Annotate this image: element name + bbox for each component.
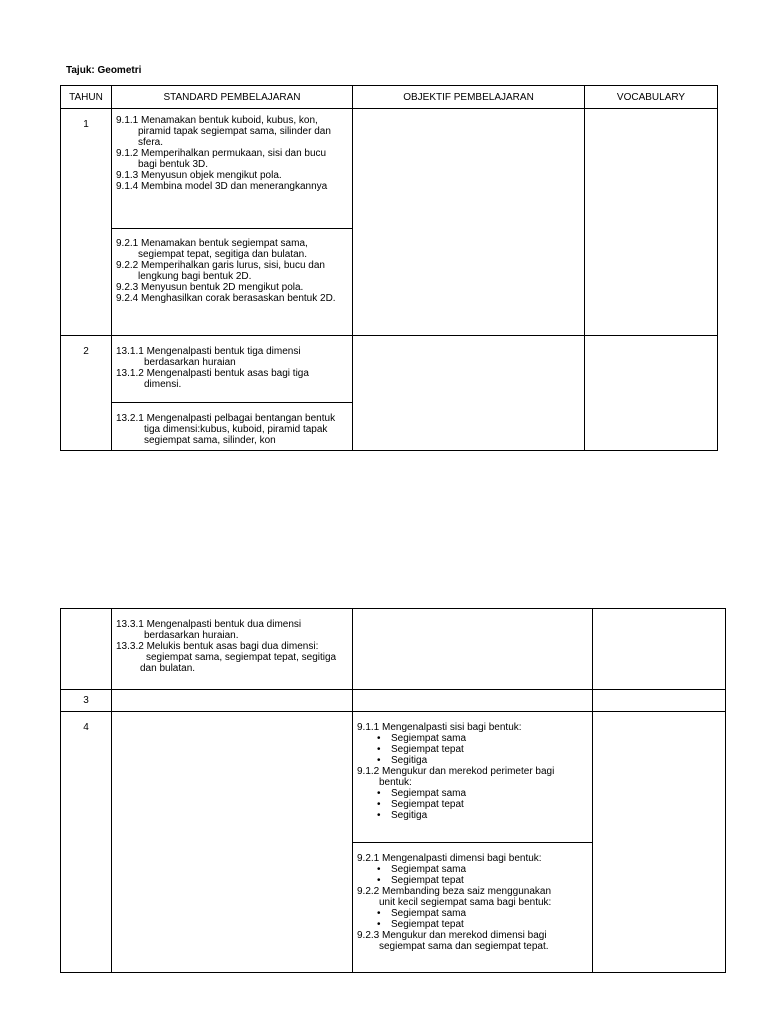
table-row — [61, 690, 726, 712]
text-line: unit kecil segiempat sama bagi bentuk: — [379, 897, 552, 908]
vocabulary-cell — [585, 109, 718, 336]
page-title: Tajuk: Geometri — [66, 65, 142, 76]
bullet-item: • Segiempat tepat — [357, 919, 588, 930]
table-row — [61, 712, 726, 843]
text-line: berdasarkan huraian. — [144, 630, 239, 641]
text-line: dimensi. — [144, 379, 182, 390]
text-line: berdasarkan huraian — [144, 357, 236, 368]
table-row — [61, 109, 718, 229]
year-cell — [61, 609, 112, 690]
year-cell — [61, 690, 112, 712]
header-row — [61, 86, 718, 109]
text-line: 9.1.2 Mengukur dan merekod perimeter bagi — [357, 766, 555, 777]
header-objective: OBJEKTIF PEMBELAJARAN — [353, 86, 585, 109]
objective-cell — [353, 843, 593, 973]
year-cell — [61, 712, 112, 973]
year-cell — [61, 109, 112, 336]
text-line: lengkung bagi bentuk 2D. — [138, 271, 252, 282]
geometry-table-1 — [60, 85, 718, 451]
year-value: 1 — [83, 119, 89, 130]
text-line: 13.2.1 Mengenalpasti pelbagai bentangan bentuk — [116, 413, 336, 424]
objective-cell — [353, 690, 593, 712]
text-line: 9.2.4 Menghasilkan corak berasaskan bentuk 2D. — [116, 293, 336, 304]
bullet-item: • Segitiga — [357, 755, 588, 766]
year-cell — [61, 336, 112, 451]
year-value: 3 — [83, 695, 89, 706]
text-line: 9.1.4 Membina model 3D dan menerangkannya — [116, 181, 328, 192]
text-line: 9.1.2 Memperihalkan permukaan, sisi dan bucu — [116, 148, 327, 159]
text-line: 9.2.2 Membanding beza saiz menggunakan — [357, 886, 552, 897]
text-line: 13.1.1 Mengenalpasti bentuk tiga dimensi — [116, 346, 301, 357]
text-line: segiempat tepat, segitiga dan bulatan. — [138, 249, 308, 260]
year-value: 4 — [83, 722, 89, 733]
vocabulary-cell — [593, 690, 726, 712]
bullet-item: • Segitiga — [357, 810, 588, 821]
text-line: 9.2.1 Menamakan bentuk segiempat sama, — [116, 238, 308, 249]
bullet-item: • Segiempat sama — [357, 864, 588, 875]
text-line: bentuk: — [379, 777, 412, 788]
text-line: sfera. — [138, 137, 164, 148]
objective-cell — [353, 712, 593, 843]
text-line: segiempat sama, segiempat tepat, segitiga — [146, 652, 337, 663]
text-line: 9.2.1 Mengenalpasti dimensi bagi bentuk: — [357, 853, 542, 864]
text-line: 9.1.3 Menyusun objek mengikut pola. — [116, 170, 282, 181]
year-value: 2 — [83, 346, 89, 357]
objective-cell — [353, 609, 593, 690]
bullet-item: • Segiempat tepat — [357, 744, 588, 755]
text-line: 9.1.1 Menamakan bentuk kuboid, kubus, kon, — [116, 115, 318, 126]
text-line: 9.2.2 Memperihalkan garis lurus, sisi, bucu dan — [116, 260, 325, 271]
bullet-item: • Segiempat sama — [357, 733, 588, 744]
text-line: segiempat sama dan segiempat tepat. — [379, 941, 549, 952]
bullet-item: • Segiempat tepat — [357, 875, 588, 886]
text-line: 9.2.3 Mengukur dan merekod dimensi bagi — [357, 930, 547, 941]
text-line: dan bulatan. — [140, 663, 196, 674]
text-line: 9.1.1 Mengenalpasti sisi bagi bentuk: — [357, 722, 522, 733]
objective-cell — [353, 109, 585, 336]
header-standard: STANDARD PEMBELAJARAN — [112, 86, 353, 109]
bullet-item: • Segiempat sama — [357, 788, 588, 799]
text-line: 13.3.1 Mengenalpasti bentuk dua dimensi — [116, 619, 302, 630]
standard-cell — [112, 403, 353, 451]
text-line: tiga dimensi:kubus, kuboid, piramid tapak — [144, 424, 328, 435]
standard-cell — [112, 609, 353, 690]
text-line: segiempat sama, silinder, kon — [144, 435, 276, 446]
header-year: TAHUN — [61, 86, 112, 109]
table-row — [61, 336, 718, 403]
table-row — [61, 609, 726, 690]
standard-cell — [112, 690, 353, 712]
bullet-item: • Segiempat sama — [357, 908, 588, 919]
text-line: 9.2.3 Menyusun bentuk 2D mengikut pola. — [116, 282, 304, 293]
header-vocabulary: VOCABULARY — [585, 86, 718, 109]
text-line: 13.3.2 Melukis bentuk asas bagi dua dimensi: — [116, 641, 319, 652]
vocabulary-cell — [593, 609, 726, 690]
bullet-item: • Segiempat tepat — [357, 799, 588, 810]
text-line: 13.1.2 Mengenalpasti bentuk asas bagi tiga — [116, 368, 309, 379]
standard-cell — [112, 229, 353, 336]
standard-cell — [112, 712, 353, 973]
objective-cell — [353, 336, 585, 451]
vocabulary-cell — [593, 712, 726, 973]
text-line: bagi bentuk 3D. — [138, 159, 209, 170]
text-line: piramid tapak segiempat sama, silinder dan — [138, 126, 331, 137]
standard-cell — [112, 336, 353, 403]
vocabulary-cell — [585, 336, 718, 451]
geometry-table-2 — [60, 608, 726, 973]
standard-cell — [112, 109, 353, 229]
